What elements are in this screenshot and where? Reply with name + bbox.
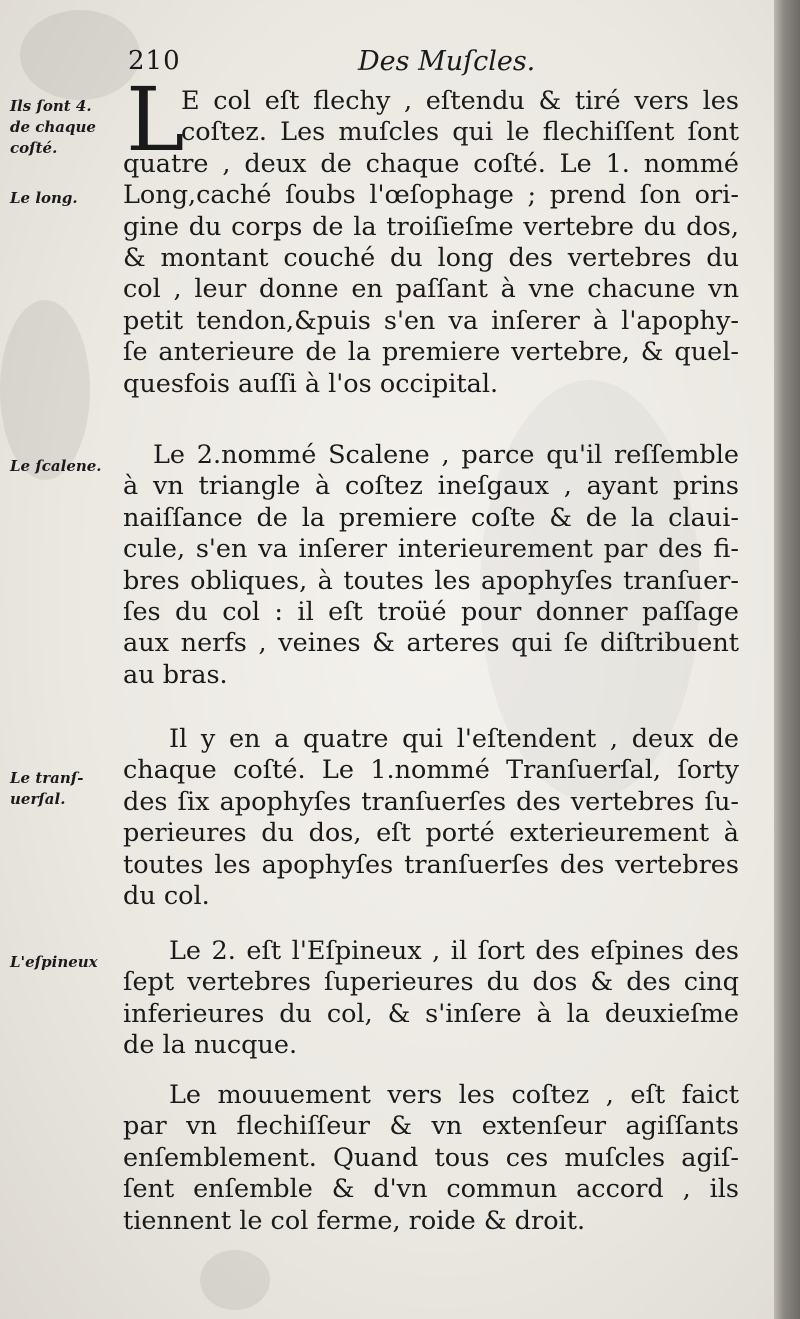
text-line: gine du corps de la troiſieſme vertebre du dos,	[123, 211, 739, 242]
margin-note-transversal	[10, 768, 128, 810]
text-line: par vn flechiſſeur & vn extenſeur agiſſants	[123, 1111, 739, 1142]
text-line: perieures du dos, eſt porté exterieurement à	[123, 818, 739, 849]
text-line: aux nerfs , veines & arteres qui ſe diſtribuent	[123, 628, 739, 659]
text-line: du col.	[123, 880, 210, 911]
text-line: quatre , deux de chaque coſté. Le 1. nommé	[123, 148, 739, 179]
text-line: tiennent le col ferme, roide & droit.	[123, 1205, 586, 1236]
text-line: coſtez. Les muſcles qui le flechiſſent ſont	[181, 117, 739, 148]
page-stain	[0, 300, 90, 480]
margin-note-line: Le tranſ-	[10, 769, 84, 787]
text-line: Le 2.nommé Scalene , parce qu'il reſſemble	[153, 440, 739, 470]
text-line: ſept vertebres ſuperieures du dos & des cinq	[123, 967, 739, 998]
paragraph-2	[123, 440, 739, 691]
text-line: inferieures du col, & s'inſere à la deuxieſme	[123, 998, 739, 1029]
text-line: & montant couché du long des vertebres du	[123, 242, 739, 273]
text-line: ſes du col : il eſt troüé pour donner paſſage	[123, 596, 739, 627]
running-title: Des Muſcles.	[358, 46, 536, 77]
margin-note-line: Le ſcalene.	[10, 457, 102, 475]
paragraph-3	[123, 724, 739, 912]
margin-note-line: uerſal.	[10, 790, 66, 808]
text-line: quesfois auſſi à l'os occipital.	[123, 368, 499, 399]
text-line: ſe anterieure de la premiere vertebre, & quel-	[123, 337, 739, 368]
text-line: chaque coſté. Le 1.nommé Tranſuerſal, ſorty	[123, 755, 739, 786]
paragraph-4	[123, 936, 739, 1062]
text-line: E col eſt flechy , eſtendu & tiré vers les	[181, 86, 739, 116]
text-line: bres obliques, à toutes les apophyſes tranſuer-	[123, 565, 739, 596]
page-edge-shadow	[774, 0, 800, 1319]
margin-note-line: de chaque	[10, 118, 96, 136]
page-stain	[200, 1250, 270, 1310]
margin-note-espineux	[10, 952, 128, 973]
paragraph-1	[123, 86, 739, 400]
margin-note-line: Ils ſont 4.	[10, 97, 92, 115]
text-line: des ſix apophyſes tranſuerſes des vertebres ſu-	[123, 786, 739, 817]
text-line: à vn triangle à coſtez ineſgaux , ayant prins	[123, 471, 739, 502]
text-line: Le mouuement vers les coſtez , eſt faict	[169, 1080, 739, 1110]
margin-note-line: L'eſpineux	[10, 953, 98, 971]
margin-note-line: Le long.	[10, 189, 78, 207]
margin-note-line: coſté.	[10, 139, 58, 157]
text-line: Il y en a quatre qui l'eſtendent , deux de	[169, 724, 739, 754]
text-line: petit tendon,&puis s'en va inſerer à l'apophy-	[123, 305, 739, 336]
text-line: enſemblement. Quand tous ces muſcles agiſ-	[123, 1142, 739, 1173]
margin-note-count	[10, 96, 128, 159]
page-header	[0, 46, 800, 86]
text-line: naiſſance de la premiere coſte & de la claui-	[123, 502, 739, 533]
text-line: Long,caché ſoubs l'œſophage ; prend ſon ori-	[123, 180, 739, 211]
text-line: au bras.	[123, 659, 228, 690]
text-line: de la nucque.	[123, 1030, 298, 1061]
text-line: col , leur donne en paſſant à vne chacune vn	[123, 274, 739, 305]
page-number: 210	[128, 46, 181, 76]
text-line: Le 2. eſt l'Eſpineux , il ſort des eſpines des	[169, 936, 739, 966]
paragraph-5	[123, 1080, 739, 1237]
text-line: cule, s'en va inſerer interieurement par des fi-	[123, 534, 739, 565]
text-line: ſent enſemble & d'vn commun accord , ils	[123, 1174, 739, 1205]
margin-note-scalene	[10, 456, 128, 477]
margin-note-long	[10, 188, 128, 209]
text-line: toutes les apophyſes tranſuerſes des vertebres	[123, 849, 739, 880]
drop-cap: L	[126, 68, 185, 171]
